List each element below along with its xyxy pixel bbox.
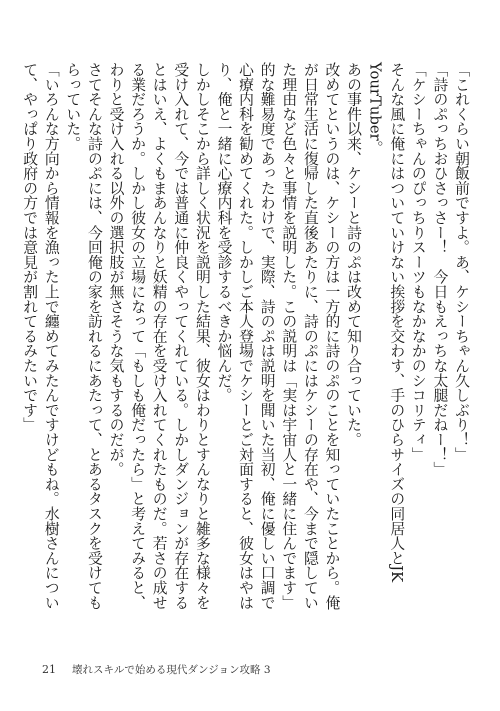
paragraph-2: 「詩のぷっちおひさっさー！ 今日もえっちな太腿だねー！」 xyxy=(431,62,449,477)
body-text xyxy=(21,62,472,614)
paragraph-3: 「ケシーちゃんのぴっちりスーツもなかなかのシコリティ」 xyxy=(409,62,427,462)
paragraph-5: あの事件以来、ケシーと詩のぷは改めて知り合っていた。 xyxy=(345,62,363,447)
paragraph-7: しかしそこから詳しく状況を説明した結果、彼女はわりとすんなりと雑多な様々を受け入れて、今では普通に仲良くやってくれている。しかしダンジョンが存在するとはいえ、よくもまあんなりと妖精の存在を受け入れてくれたものだ。若さの成せる業だろうか。しかし彼女の立場になって「もしも俺だったら」と考えてみると、わりと受け入れる以外の選択肢が無さそうな気もするのだが。 xyxy=(107,62,211,610)
paragraph-6: 改めてというのは、ケシーの方は一方的に詩のぷのことを知っていたことから。俺が日常生活に復帰した直後あたりに、詩のぷにはケシーの存在や、今まで隠していた理由など色々と事情を説明した。この説明は「実は宇宙人と一緒に住んでます」的な難易度であったわけで、実際、詩のぷは説明を聞いた当初、俺に優しい口調で心療内科を勧めてくれた。しかしご本人登場でケシーとご対面すると、彼女はやはり、俺と一緒に心療内科を受診するべきか悩んだ。 xyxy=(215,62,341,610)
paragraph-8: さてそんな詩のぷには、今回俺の家を訪れるにあたって、とあるタスクを受けてもらっていた。 xyxy=(64,62,103,610)
paragraph-4: そんな風に俺にはついていけない挨拶を交わす、手のひらサイズの同居人とJK YourTuber。 xyxy=(366,62,406,583)
page-footer xyxy=(42,662,271,677)
page-number: 21 xyxy=(42,663,56,676)
paragraph-1: 「これくらい朝飯前ですよ。あ、ケシーちゃん久しぶり！」 xyxy=(453,62,470,462)
book-title: 壊れスキルで始める現代ダンジョン攻略 3 xyxy=(72,664,271,676)
paragraph-9: 「いろんな方向から情報を漁った上で纏めてみたんですけどもね。水樹さんについて、やっぱり政府の方では意見が割れてるみたいです」 xyxy=(21,62,60,610)
